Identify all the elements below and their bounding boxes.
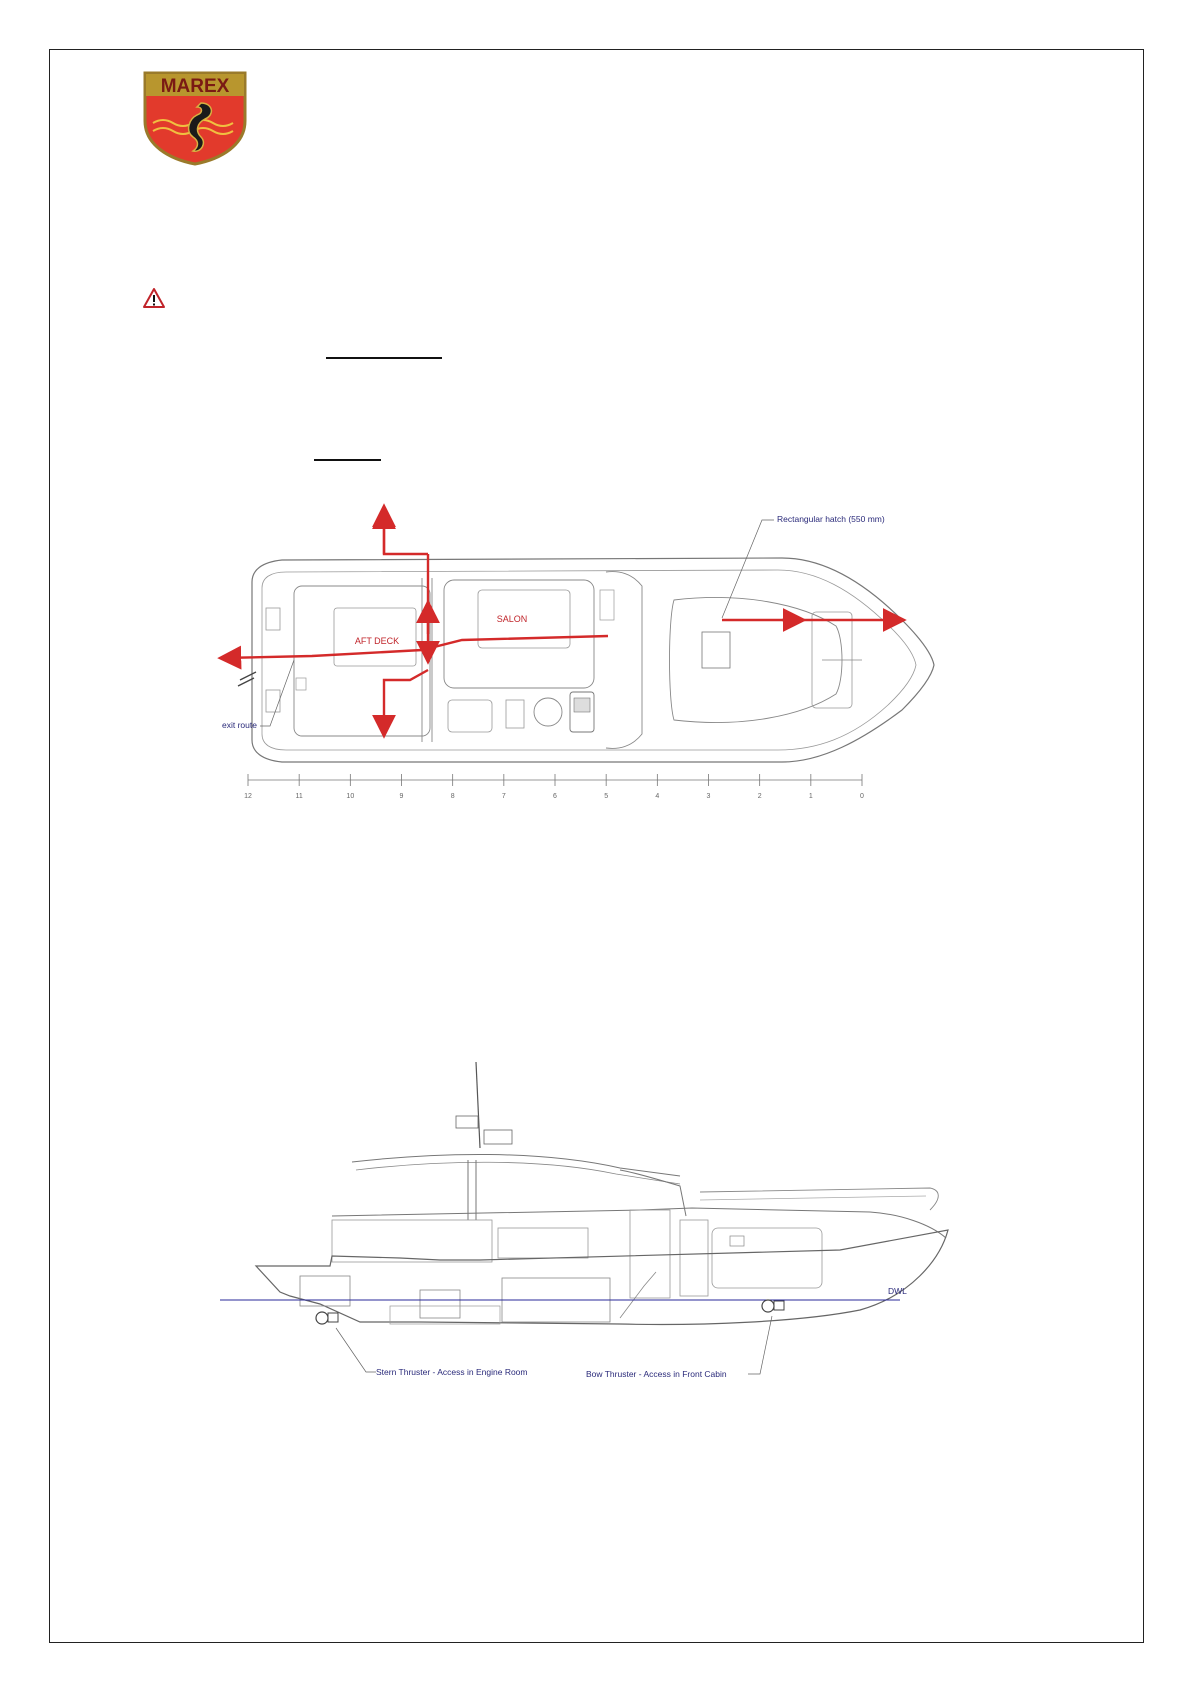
logo-text: MAREX [160, 76, 230, 97]
scale-tick-label: 1 [808, 793, 813, 800]
scale-tick-label: 6 [553, 793, 557, 800]
salon-label: SALON [496, 614, 528, 624]
bow-thruster-icon [762, 1300, 784, 1312]
stern-thruster-icon [316, 1312, 338, 1324]
aft-deck-label: AFT DECK [354, 636, 400, 646]
scale-tick-label: 5 [604, 793, 609, 800]
scale-tick-label: 8 [450, 793, 455, 800]
scale-tick-label: 12 [244, 793, 252, 800]
scale-tick-label: 3 [706, 793, 711, 800]
hatch-label: Rectangular hatch (550 mm) [777, 514, 885, 524]
stern-thruster-label: Stern Thruster - Access in Engine Room [376, 1367, 528, 1377]
scale-tick-label: 10 [346, 793, 355, 800]
dwl-label: DWL [888, 1286, 907, 1296]
scale-bar [244, 774, 864, 800]
bow-thruster-label: Bow Thruster - Access in Front Cabin [586, 1369, 727, 1379]
scale-tick-label: 11 [295, 793, 303, 800]
scale-tick-label: 2 [757, 793, 762, 800]
marex-logo [143, 71, 247, 165]
boat-top-view-diagram [222, 514, 982, 860]
scale-tick-label: 0 [860, 793, 864, 800]
warning-triangle-icon [143, 288, 165, 308]
heading-underline-2 [314, 459, 381, 461]
heading-underline-1 [326, 357, 442, 359]
boat-side-view-diagram [240, 1060, 970, 1430]
exit-route-label: exit route [222, 720, 257, 730]
scale-tick-label: 4 [655, 793, 660, 800]
scale-tick-label: 7 [501, 793, 506, 800]
scale-tick-label: 9 [399, 793, 404, 800]
